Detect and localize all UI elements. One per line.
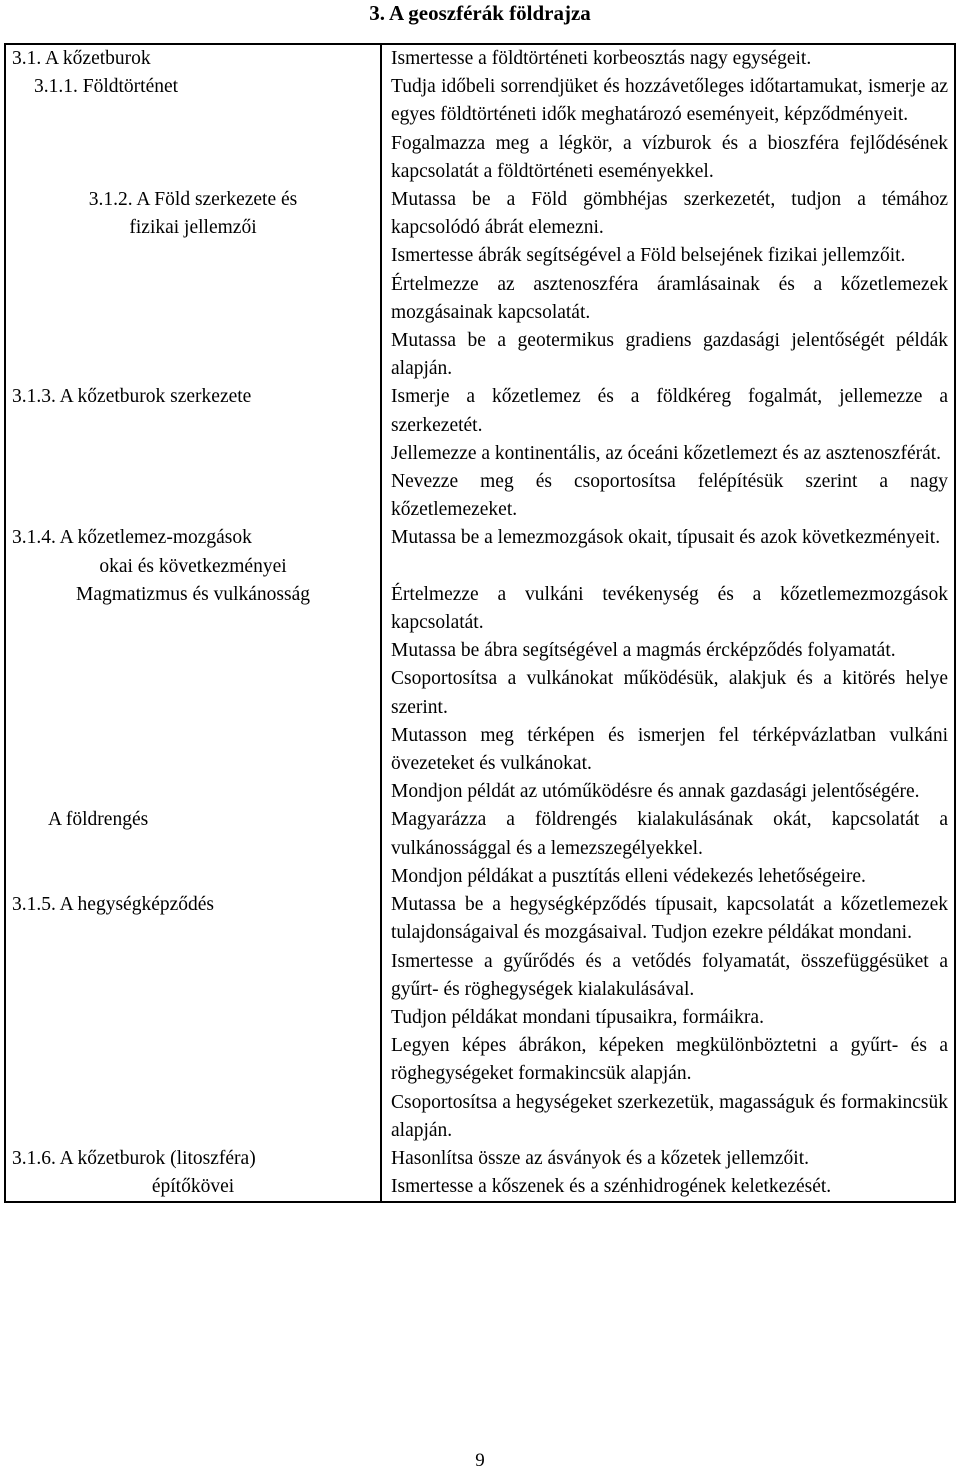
requirement-text: Tudja időbeli sorrendjüket és hozzávetőleges időtartamukat, ismerje az egyes földtörténeti idők meghatározó eseményeit, képződményeit.	[391, 76, 948, 126]
topic-cell	[5, 44, 381, 186]
requirement-cell	[381, 891, 955, 1145]
requirement-text: Csoportosítsa a hegységeket szerkezetük, magasságuk és formakincsük alapján.	[391, 1091, 948, 1141]
topic-label: A földrengés	[48, 809, 149, 831]
table-row	[5, 891, 955, 1145]
page-title	[0, 0, 960, 26]
topic-cell	[5, 891, 381, 1145]
topic-cell	[5, 1145, 381, 1202]
requirement-text: Legyen képes ábrákon, képeken megkülönböztetni a gyűrt- és a röghegységeket formakincsük alapján.	[391, 1035, 948, 1085]
requirement-text: Mutassa be a Föld gömbhéjas szerkezetét, tudjon a témához kapcsolódó ábrát elemezni.	[391, 189, 948, 239]
table-row	[5, 581, 955, 807]
requirement-text: Ismertesse a földtörténeti korbeosztás nagy egységeit.	[391, 48, 812, 69]
topic-label: 3.1.4. A kőzetlemez-mozgások	[12, 527, 252, 549]
requirement-text: Ismerje a kőzetlemez és a földkéreg fogalmát, jellemezze a szerkezetét.	[391, 386, 948, 436]
requirement-cell	[381, 1145, 955, 1202]
table-row	[5, 806, 955, 891]
table-row	[5, 186, 955, 383]
requirement-text: Mondjon példát az utóműködésre és annak gazdasági jelentőségére.	[391, 781, 920, 803]
requirement-cell	[381, 806, 955, 891]
requirement-text: Mondjon példákat a pusztítás elleni védekezés lehetőségeire.	[391, 865, 866, 887]
requirement-text: Mutassa be a lemezmozgások okait, típusait és azok következményeit.	[391, 527, 941, 549]
requirement-cell	[381, 44, 955, 186]
requirement-text: Fogalmazza meg a légkör, a vízburok és a bioszféra fejlődésének kapcsolatát a földtörténeti eseményekkel.	[391, 132, 948, 182]
requirement-text: Magyarázza a földrengés kialakulásának okát, kapcsolatát a vulkánossággal és a lemezszegélyekkel.	[391, 809, 948, 859]
table-row	[5, 1145, 955, 1202]
requirement-text: Mutassa be a geotermikus gradiens gazdasági jelentőségét példák alapján.	[391, 330, 948, 380]
topic-label: építőkövei	[151, 1176, 235, 1198]
topic-label: fizikai jellemzői	[129, 217, 257, 239]
requirement-text: Ismertesse a kőszenek és a szénhidrogének keletkezését.	[391, 1176, 832, 1198]
section-heading: 3. A geoszférák földrajza	[369, 1, 591, 25]
requirement-text: Hasonlítsa össze az ásványok és a kőzetek jellemzőit.	[391, 1147, 810, 1169]
requirement-cell	[381, 581, 955, 807]
requirement-text: Ismertesse ábrák segítségével a Föld belsejének fizikai jellemzőit.	[391, 245, 906, 267]
requirement-cell	[381, 186, 955, 383]
topic-cell	[5, 186, 381, 383]
topic-label: okai és következményei	[99, 555, 287, 577]
requirement-text: Jellemezze a kontinentális, az óceáni kőzetlemezt és az asztenoszférát.	[391, 442, 942, 464]
topic-label: 3.1.1. Földtörténet	[34, 76, 179, 98]
topic-label: 3.1.3. A kőzetburok szerkezete	[12, 386, 252, 408]
topic-label: 3.1.2. A Föld szerkezete és	[88, 189, 298, 211]
page-number: 9	[475, 1450, 485, 1471]
topic-cell	[5, 806, 381, 891]
requirement-text: Értelmezze az asztenoszféra áramlásainak és a kőzetlemezek mozgásainak kapcsolatát.	[391, 273, 948, 323]
topic-label: 3.1.5. A hegységképződés	[12, 894, 215, 916]
topic-label: Magmatizmus és vulkánosság	[76, 583, 310, 605]
requirement-text: Ismertesse a gyűrődés és a vetődés folyamatát, összefüggésüket a gyűrt- és röghegységek kialakulásával.	[391, 950, 948, 1000]
requirement-text: Mutasson meg térképen és ismerjen fel térképvázlatban vulkáni övezeteket és vulkánokat.	[391, 724, 948, 775]
requirement-text: Nevezze meg és csoportosítsa felépítésük szerint a nagy kőzetlemezeket.	[391, 471, 948, 521]
topic-cell	[5, 524, 381, 580]
topic-cell	[5, 383, 381, 524]
requirement-text: Tudjon példákat mondani típusaikra, formáikra.	[391, 1006, 764, 1028]
requirement-text: Mutassa be ábra segítségével a magmás ércképződés folyamatát.	[391, 640, 896, 662]
requirement-cell	[381, 383, 955, 524]
table-row	[5, 383, 955, 524]
topic-label: 3.1. A kőzetburok	[12, 48, 151, 69]
requirement-cell	[381, 524, 955, 580]
requirement-text: Értelmezze a vulkáni tevékenység és a kőzetlemezmozgások kapcsolatát.	[391, 583, 948, 634]
topic-label: 3.1.6. A kőzetburok (litoszféra)	[12, 1147, 256, 1169]
table-row	[5, 524, 955, 580]
topic-cell	[5, 581, 381, 807]
curriculum-table	[4, 43, 956, 1203]
table-row	[5, 44, 955, 186]
requirement-text: Csoportosítsa a vulkánokat működésük, alakjuk és a kitörés helye szerint.	[391, 668, 948, 718]
requirement-text: Mutassa be a hegységképződés típusait, kapcsolatát a kőzetlemezek tulajdonságaival és mozgásaival. Tudjon ezekre példákat mondani.	[391, 894, 948, 944]
